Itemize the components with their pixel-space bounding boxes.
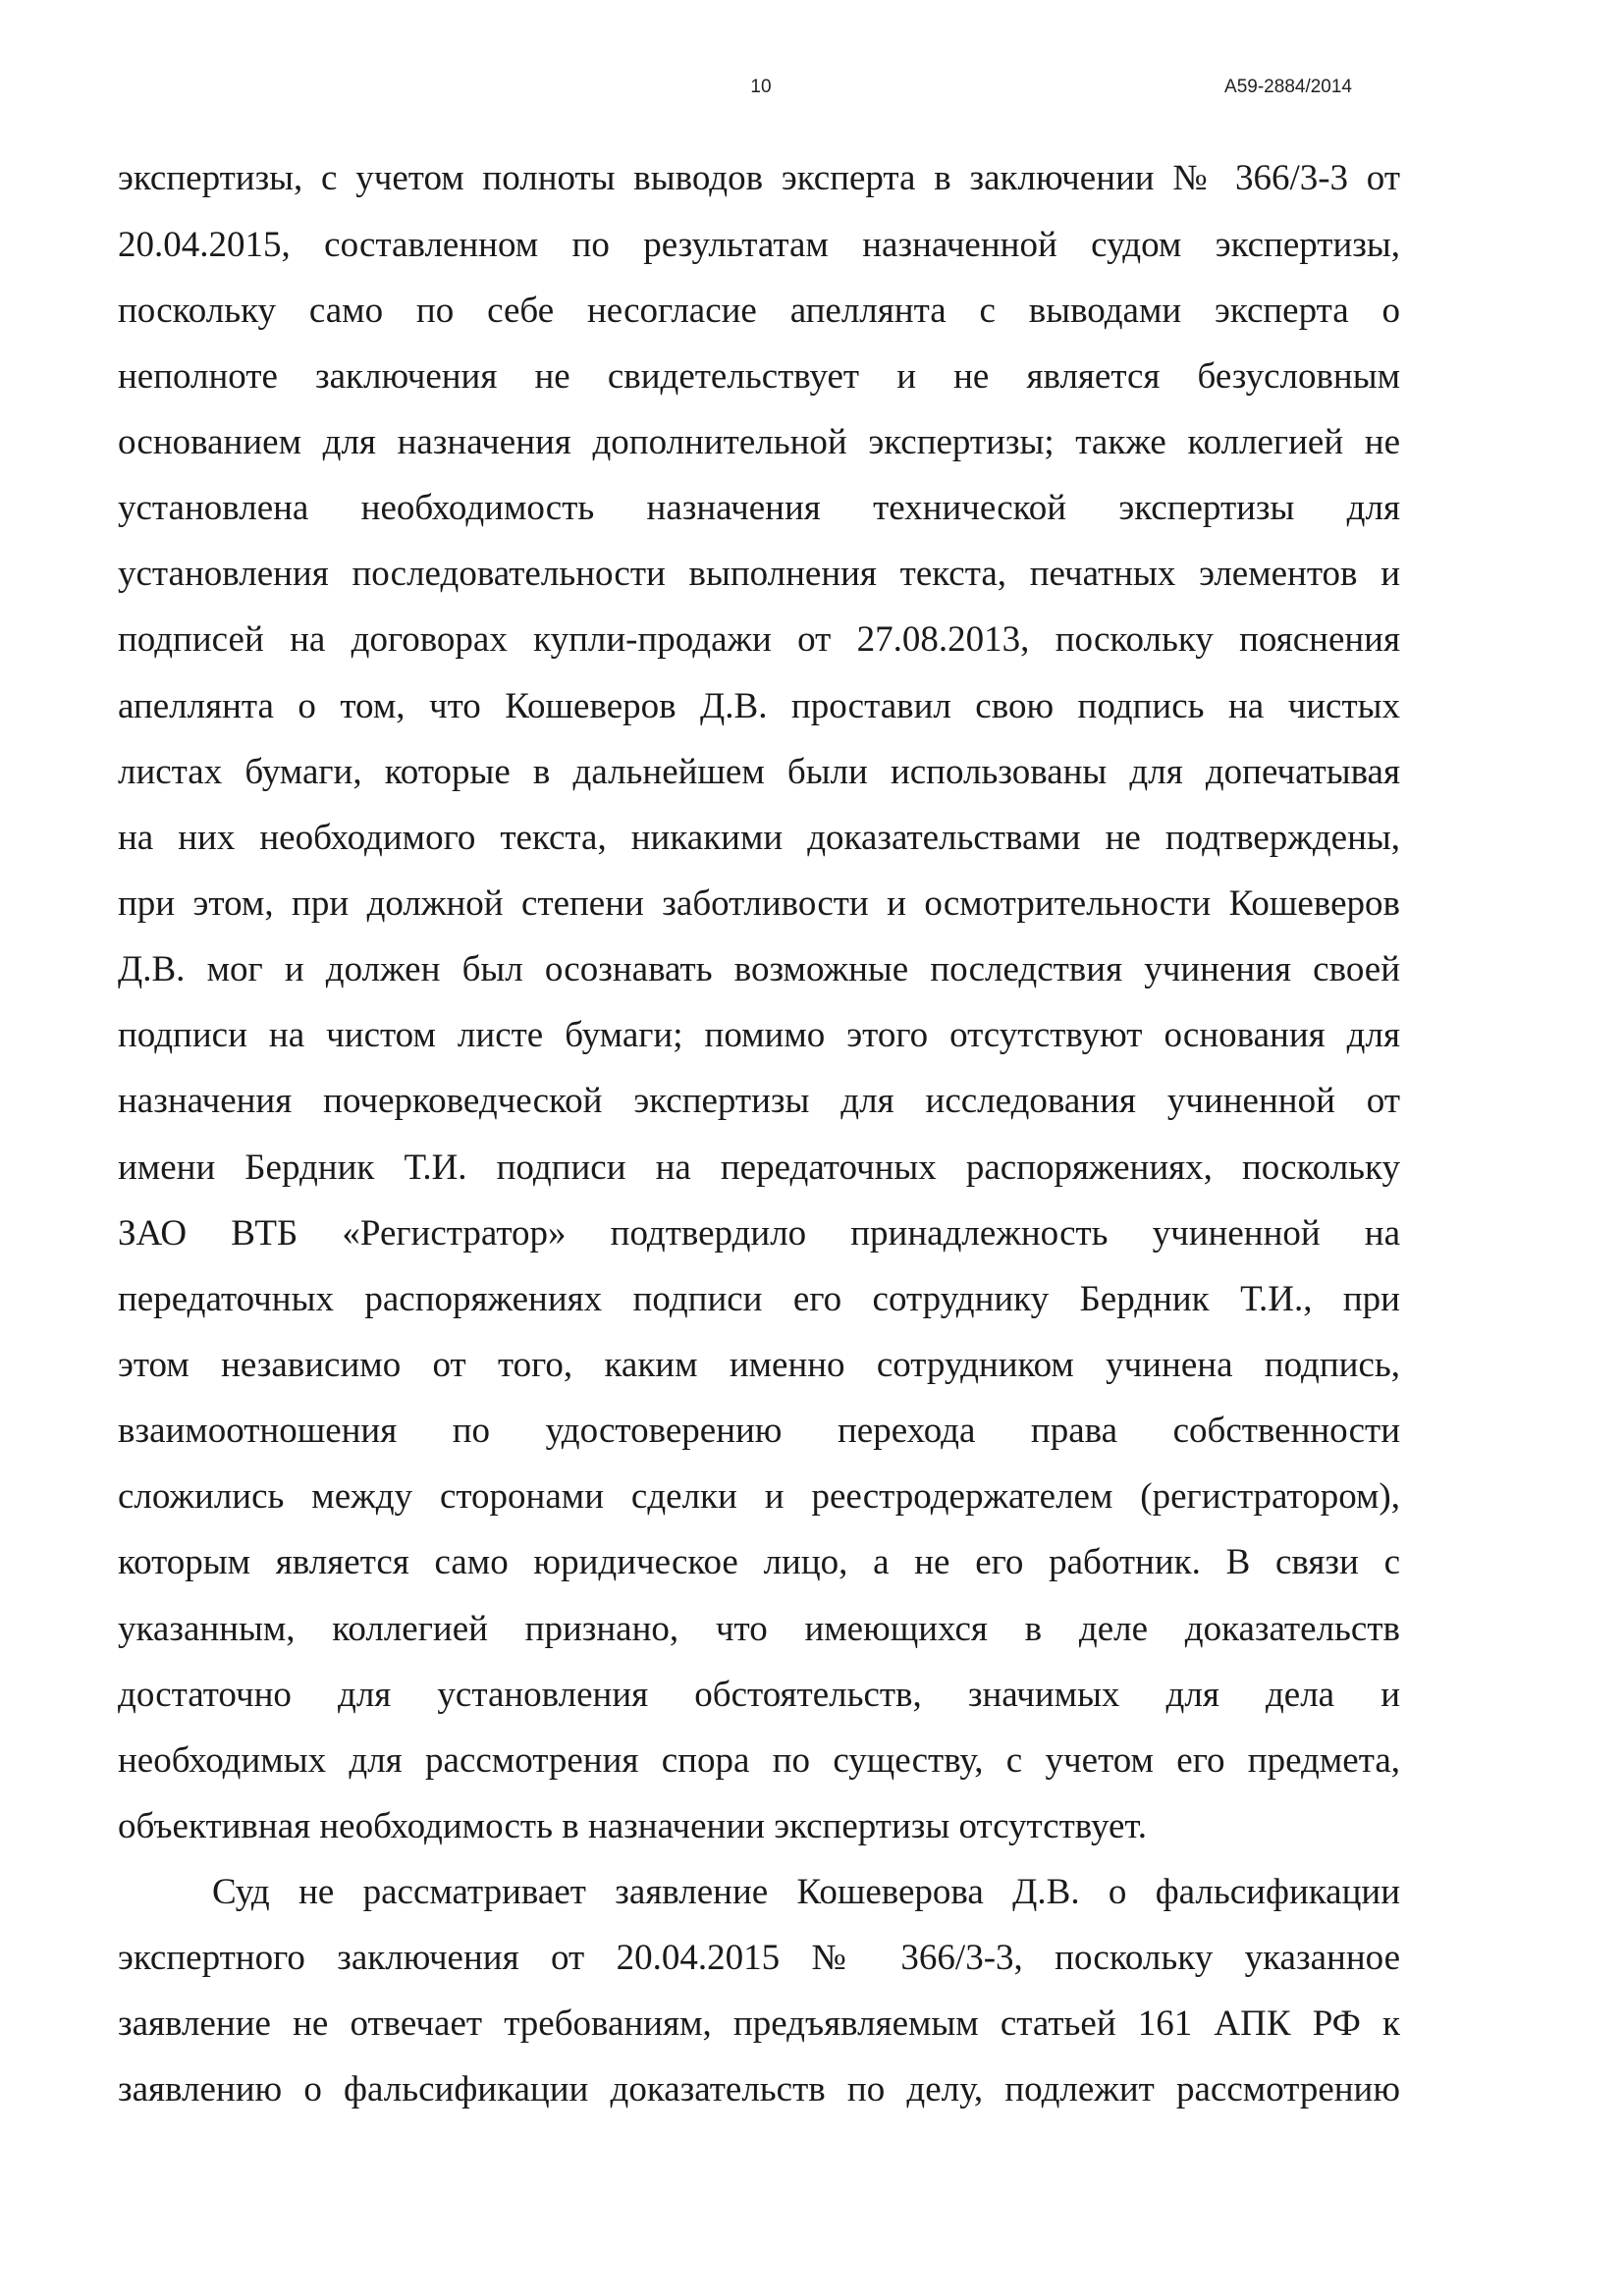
text-line: указанным, коллегией признано, что имеющихся в деле доказательств [118, 1609, 1400, 1649]
text-line: имени Бердник Т.И. подписи на передаточных распоряжениях, поскольку [118, 1148, 1400, 1188]
text-line: экспертного заключения от 20.04.2015 № 366/3-3, поскольку указанное [118, 1938, 1400, 1978]
text-line: ЗАО ВТБ «Регистратор» подтвердило принадлежность учиненной на [118, 1213, 1400, 1254]
text-line: поскольку само по себе несогласие апеллянта с выводами эксперта о [118, 291, 1400, 331]
text-line: установления последовательности выполнения текста, печатных элементов и [118, 554, 1400, 594]
text-line: передаточных распоряжениях подписи его сотруднику Бердник Т.И., при [118, 1279, 1400, 1319]
text-line: взаимоотношения по удостоверению перехода права собственности [118, 1411, 1400, 1451]
text-line: основанием для назначения дополнительной экспертизы; также коллегией не [118, 422, 1400, 462]
text-line: листах бумаги, которые в дальнейшем были использованы для допечатывая [118, 752, 1400, 792]
text-line: экспертизы, с учетом полноты выводов эксперта в заключении № 366/3-3 от [118, 158, 1400, 198]
text-line: объективная необходимость в назначении экспертизы отсутствует. [118, 1806, 1148, 1846]
text-line: Суд не рассматривает заявление Кошеверова Д.В. о фальсификации [212, 1872, 1400, 1912]
text-line: достаточно для установления обстоятельств, значимых для дела и [118, 1675, 1400, 1715]
text-line: сложились между сторонами сделки и реестродержателем (регистратором), [118, 1476, 1400, 1517]
text-line: на них необходимого текста, никакими доказательствами не подтверждены, [118, 818, 1400, 858]
text-line: назначения почерковедческой экспертизы для исследования учиненной от [118, 1081, 1400, 1121]
text-line: подписей на договорах купли-продажи от 27.08.2013, поскольку пояснения [118, 619, 1400, 660]
text-line: подписи на чистом листе бумаги; помимо этого отсутствуют основания для [118, 1015, 1400, 1055]
text-line: 20.04.2015, составленном по результатам назначенной судом экспертизы, [118, 225, 1400, 265]
text-line: заявлению о фальсификации доказательств по делу, подлежит рассмотрению [118, 2069, 1400, 2109]
page-number: 10 [750, 77, 772, 97]
text-line: установлена необходимость назначения технической экспертизы для [118, 488, 1400, 528]
case-number: А59-2884/2014 [1224, 77, 1352, 97]
text-line: которым является само юридическое лицо, а не его работник. В связи с [118, 1542, 1400, 1582]
text-line: Д.В. мог и должен был осознавать возможные последствия учинения своей [118, 949, 1400, 989]
text-line: этом независимо от того, каким именно сотрудником учинена подпись, [118, 1345, 1400, 1385]
text-line: при этом, при должной степени заботливости и осмотрительности Кошеверов [118, 883, 1400, 924]
text-line: апеллянта о том, что Кошеверов Д.В. проставил свою подпись на чистых [118, 686, 1400, 726]
text-line: необходимых для рассмотрения спора по существу, с учетом его предмета, [118, 1740, 1400, 1781]
text-line: заявление не отвечает требованиям, предъявляемым статьей 161 АПК РФ к [118, 2003, 1400, 2044]
text-line: неполноте заключения не свидетельствует и не является безусловным [118, 356, 1400, 397]
